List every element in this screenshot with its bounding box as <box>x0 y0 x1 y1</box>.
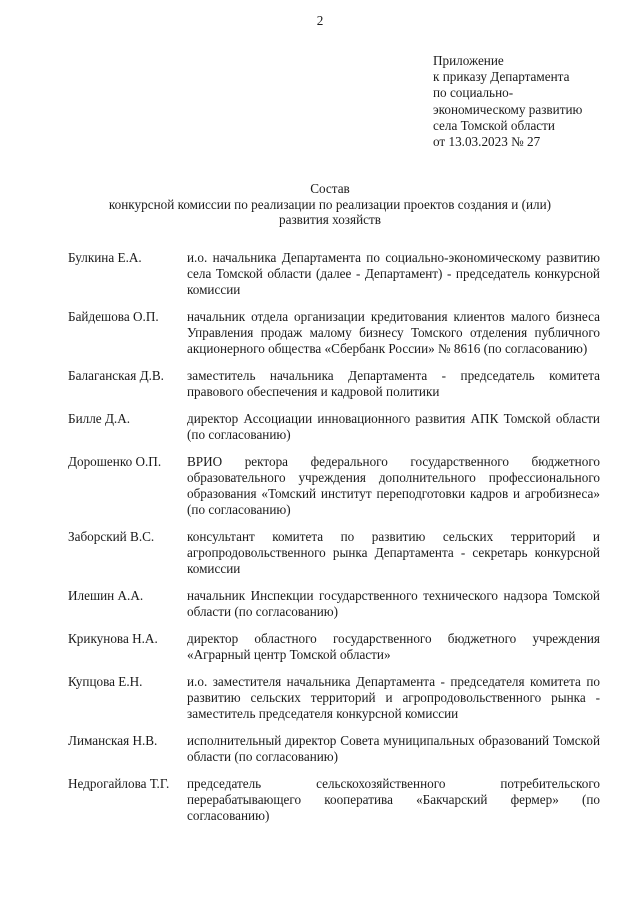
heading-title: Состав <box>310 181 350 196</box>
member-name: Недрогайлова Т.Г. <box>68 776 170 791</box>
appendix-line: по социально- <box>433 85 514 101</box>
appendix-block <box>433 53 623 150</box>
member-name: Билле Д.А. <box>68 411 131 426</box>
member-role: заместитель начальника Департамента - председатель комитета правового обеспечения и кадровой политики <box>187 368 600 399</box>
member-role: и.о. начальника Департамента по социально-экономическому развитию села Томской области (далее - Департамент) - председатель конкурсной комиссии <box>187 250 600 297</box>
member-name: Балаганская Д.В. <box>68 368 164 383</box>
member-row <box>68 733 600 765</box>
member-role: начальник отдела организации кредитования клиентов малого бизнеса Управления продаж малому бизнесу Томского отделения публичного акционерного общества «Сбербанк России» № 8616 (по согласованию) <box>187 309 600 356</box>
member-row <box>68 631 600 663</box>
member-name: Купцова Е.Н. <box>68 674 143 689</box>
member-name: Булкина Е.А. <box>68 250 142 265</box>
appendix-line: Приложение <box>433 53 504 68</box>
member-role: директор областного государственного бюджетного учреждения «Аграрный центр Томской области» <box>187 631 600 662</box>
member-name: Лиманская Н.В. <box>68 733 158 748</box>
member-row <box>68 776 600 824</box>
member-row <box>68 368 600 400</box>
member-row <box>68 674 600 722</box>
appendix-line: села Томской области <box>433 117 555 133</box>
appendix-line: от 13.03.2023 № 27 <box>433 134 541 150</box>
heading-subtitle: конкурсной комиссии по реализации по реализации проектов создания и (или) <box>108 196 552 212</box>
member-role: и.о. заместителя начальника Департамента - председателя комитета по развитию сельских территорий и агропродовольственного рынка - заместитель председателя конкурсной комиссии <box>187 674 600 721</box>
member-role: начальник Инспекции государственного технического надзора Томской области (по согласованию) <box>187 588 600 619</box>
heading-subtitle: развития хозяйств <box>279 212 381 227</box>
member-role: председатель сельскохозяйственного потребительского перерабатывающего кооператива «Бакчарский фермер» (по согласованию) <box>187 776 600 823</box>
member-row <box>68 250 600 298</box>
page-number: 2 <box>316 13 324 28</box>
member-role: консультант комитета по развитию сельских территорий и агропродовольственного рынка Департамента - секретарь конкурсной комиссии <box>187 529 600 576</box>
member-role: исполнительный директор Совета муниципальных образований Томской области (по согласованию) <box>187 733 600 764</box>
appendix-line: экономическому развитию <box>433 101 583 117</box>
member-name: Илешин А.А. <box>68 588 144 603</box>
commission-members-list <box>68 250 600 824</box>
appendix-line: к приказу Департамента <box>433 69 570 85</box>
member-row <box>68 529 600 577</box>
member-name: Крикунова Н.А. <box>68 631 158 646</box>
member-name: Байдешова О.П. <box>68 309 159 324</box>
member-row <box>68 588 600 620</box>
member-role: ВРИО ректора федерального государственного бюджетного образовательного учреждения дополнительного профессионального образования «Томский институт переподготовки кадров и агробизнеса» (по согласованию) <box>187 454 600 517</box>
member-row <box>68 411 600 443</box>
member-row <box>68 454 600 518</box>
member-role: директор Ассоциации инновационного развития АПК Томской области (по согласованию) <box>187 411 600 442</box>
member-name: Дорошенко О.П. <box>68 454 162 469</box>
member-name: Заборский В.С. <box>68 529 155 544</box>
member-row <box>68 309 600 357</box>
document-heading <box>60 181 600 228</box>
